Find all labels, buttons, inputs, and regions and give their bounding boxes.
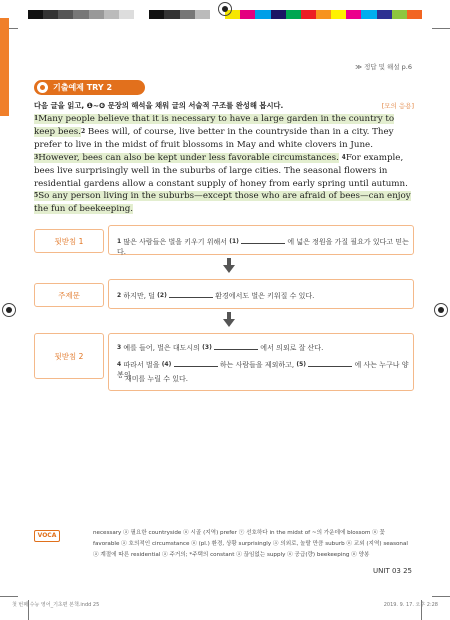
color-swatch (301, 10, 316, 19)
color-swatch (361, 10, 376, 19)
print-slug-date: 2019. 9. 17. 오후 2:28 (383, 602, 438, 608)
color-swatch (89, 10, 104, 19)
voca-line-2: favorable ⓐ 호의적인 circumstance ⓝ (pl.) 환경, 상황 surprisingly ⓐ 의외로, 놀랄 만큼 suburb ⓝ 교외 (지역) seasonal (93, 541, 408, 548)
structure-box-2 (108, 279, 414, 309)
voca-line-3: ⓐ 계절에 따른 residential ⓐ 주거의; *주택의 constant ⓐ 끊임없는 supply ⓝ 공급(량) beekeeping ⓝ 양봉 (93, 552, 370, 559)
sentence-4: 4For example, bees live surprisingly well in the suburbs of large cities. The seasonal flowers in residential gardens allow a constant supply of honey from early spring until autumn. (34, 152, 408, 189)
color-swatch (180, 10, 195, 19)
structure-line-4: 4 따라서 벌을 $^{(4)}$ 하는 사람들을 제외하고, $^{(5)}$ 에 사는 누구나 양봉의 (117, 361, 409, 379)
color-swatch (346, 10, 361, 19)
color-swatch (331, 10, 346, 19)
color-swatch (58, 10, 73, 19)
color-swatch (119, 10, 134, 19)
source-tag: [모의 응용] (381, 102, 414, 110)
crop-mark (432, 596, 450, 597)
color-swatch (392, 10, 407, 19)
structure-line-1: 1 많은 사람들은 벌을 키우기 위해서 $^{(1)}$ 에 넓은 정원을 가질 필요가 있다고 믿는다. (117, 238, 409, 256)
section-badge (34, 80, 145, 95)
color-swatch (240, 10, 255, 19)
answer-blank-4[interactable] (174, 359, 218, 367)
bullet-icon (37, 82, 48, 93)
arrow-down-icon (222, 312, 236, 328)
voca-tag: VOCA (34, 530, 60, 542)
structure-box-3 (108, 333, 414, 391)
color-swatch (286, 10, 301, 19)
color-swatch (149, 10, 164, 19)
print-slug-file: 첫 번째 수능 영어_기초편 본책.indd 25 (12, 602, 100, 608)
arrow-down-icon (222, 258, 236, 274)
color-swatch (134, 10, 149, 19)
registration-mark (434, 303, 448, 317)
voca-line-1: necessary ⓐ 필요한 countryside ⓝ 시골 (지역) prefer ⓥ 선호하다 in the midst of ~의 가운데에 blossom ⓝ 꽃 (93, 530, 385, 536)
answer-blank-2[interactable] (169, 290, 213, 298)
vocabulary-list (93, 528, 425, 562)
registration-mark (218, 2, 232, 16)
structure-line-3: 3 예를 들어, 벌은 대도시의 $^{(3)}$ 에서 의외로 잘 산다. (117, 344, 324, 352)
label-support-1: 뒷받침 1 (34, 229, 104, 253)
color-swatch (104, 10, 119, 19)
answer-reference: ≫ 정답 및 해설 p.6 (355, 63, 412, 71)
color-swatch (271, 10, 286, 19)
answer-blank-1[interactable] (241, 236, 285, 244)
sentence-1: 1Many people believe that it is necessary to have a large garden in the country to keep bees. (34, 114, 395, 137)
reading-passage (34, 113, 416, 216)
structure-line-5: 재미를 누릴 수 있다. (125, 375, 188, 383)
badge-label: 기출예제 TRY 2 (53, 83, 113, 92)
label-support-2: 뒷받침 2 (34, 333, 104, 379)
structure-line-2: 2 하지만, 덜 $^{(2)}$ 환경에서도 벌은 키워질 수 있다. (117, 292, 315, 300)
color-swatch (195, 10, 210, 19)
crop-mark (0, 596, 18, 597)
sentence-2: 2 Bees will, of course, live better in the countryside than in a city. They prefer to live in the midst of fruit blossoms in May and white clovers in June. (34, 126, 394, 150)
page-number: UNIT 03 25 (373, 567, 412, 575)
color-swatch (407, 10, 422, 19)
registration-mark (2, 303, 16, 317)
instruction-text: 다음 글을 읽고, ❶~❻ 문장의 해석을 채워 글의 서술적 구조를 완성해 봅시다. (34, 101, 284, 110)
answer-blank-3[interactable] (214, 342, 258, 350)
color-swatch (73, 10, 88, 19)
sentence-5: 5So any person living in the suburbs—except those who are afraid of bees—can enjoy the fun of beekeeping. (34, 191, 411, 215)
color-swatch (28, 10, 43, 19)
color-swatch (164, 10, 179, 19)
color-swatch (43, 10, 58, 19)
answer-blank-5[interactable] (308, 359, 352, 367)
label-topic-sentence: 주제문 (34, 283, 104, 307)
color-swatch (377, 10, 392, 19)
color-swatch (316, 10, 331, 19)
color-swatch (255, 10, 270, 19)
crop-mark (432, 28, 450, 29)
sentence-3: 3However, bees can also be kept under less favorable circumstances. (34, 152, 339, 163)
side-tab-bar (0, 18, 9, 116)
structure-box-1 (108, 225, 414, 255)
